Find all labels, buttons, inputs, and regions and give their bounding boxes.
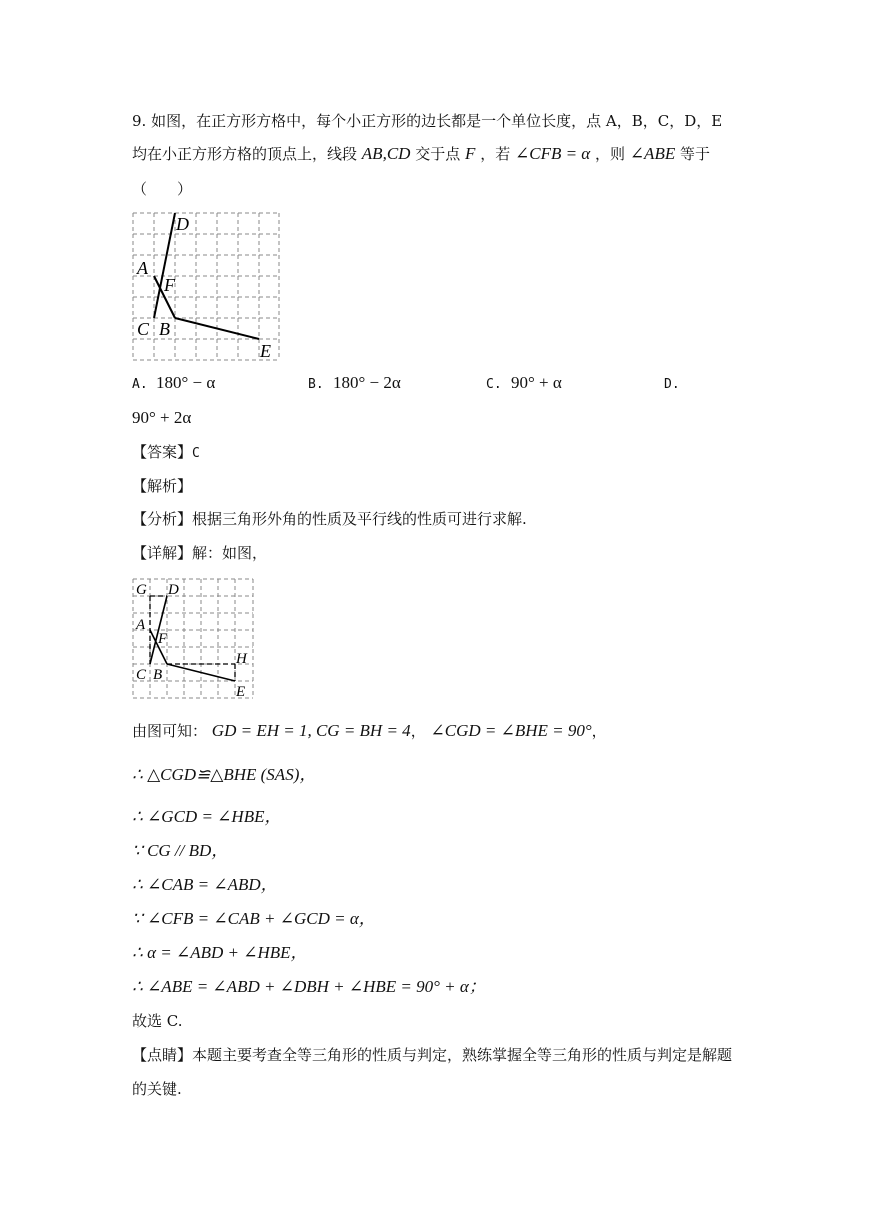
figure-2-grid [132,577,257,702]
step-1-math-2: ∠CGD = ∠BHE = 90° [430,721,592,740]
question-text-2c: ，若 [480,145,511,163]
step-1-sep: ， [410,722,426,740]
question-line-1 [132,110,722,132]
asked-angle: ∠ABE [629,144,676,163]
label-f-2: F [158,631,168,647]
option-d-key: D. [664,377,680,392]
option-b-value: 180° − 2α [333,373,401,392]
step-2: ∴ △CGD≌△BHE (SAS)， [132,765,317,784]
step-4: ∵ CG // BD， [132,841,229,860]
answer-tag: 【答案】 [132,443,193,461]
step-8: ∴ ∠ABE = ∠ABD + ∠DBH + ∠HBE = 90° + α； [132,977,486,996]
question-line-2 [132,143,710,165]
step-7: ∴ α = ∠ABD + ∠HBE， [132,943,308,962]
label-e: E [260,341,271,361]
option-a-value: 180° − α [156,373,216,392]
xiangjie-line [132,542,267,564]
label-d: D [176,214,189,234]
step-9: 故选 C. [132,1012,183,1030]
answer-value: C [192,446,200,461]
label-e-2: E [236,684,246,700]
analysis-tag: 【解析】 [132,477,193,495]
question-text-2b: 交于点 [415,145,461,163]
segments: AB,CD [361,144,411,163]
xiangjie-text: 解：如图， [192,544,268,562]
step-1-math: GD = EH = 1, CG = BH = 4 [211,721,411,740]
fenxi-tag: 【分析】 [132,510,193,528]
step-1-text: 由图可知： [132,722,208,740]
label-a-2: A [136,617,146,633]
question-text-2a: 均在小正方形方格的顶点上，线段 [132,145,358,163]
step-1-end: ， [591,722,607,740]
dianjing-text-1: 本题主要考查全等三角形的性质与判定，熟练掌握全等三角形的性质与判定是解题 [192,1046,733,1064]
answer-blank: （ ） [132,180,193,198]
label-b: B [159,319,170,339]
question-text-2d: ，则 [595,145,626,163]
option-d-value: 90° + 2α [132,408,192,427]
step-3: ∴ ∠GCD = ∠HBE， [132,807,282,826]
label-c: C [137,319,150,339]
label-h-2: H [236,651,247,667]
option-b-key: B. [308,377,324,392]
question-text-1: 如图，在正方形方格中，每个小正方形的边长都是一个单位长度，点 A，B，C，D，E [151,112,723,130]
step-1 [132,720,607,742]
dianjing-line-1 [132,1044,732,1066]
dianjing-tag: 【点睛】 [132,1046,193,1064]
option-a-key: A. [132,377,148,392]
point-f: F [465,144,476,163]
figure-1-grid [132,211,282,363]
label-g-2: G [136,582,147,598]
fenxi-text: 根据三角形外角的性质及平行线的性质可进行求解. [192,510,527,528]
label-a: A [137,258,148,278]
question-text-2e: 等于 [680,145,711,163]
label-f: F [164,275,175,295]
option-c-key: C. [486,377,502,392]
label-b-2: B [153,667,163,683]
condition: ∠CFB = α [514,144,591,163]
step-6: ∵ ∠CFB = ∠CAB + ∠GCD = α， [132,909,376,928]
label-d-2: D [168,582,179,598]
fenxi-line [132,508,527,530]
dianjing-line-2: 的关键. [132,1080,182,1098]
segment-cd [154,213,175,318]
option-c-value: 90° + α [511,373,562,392]
step-5: ∴ ∠CAB = ∠ABD， [132,875,278,894]
xiangjie-tag: 【详解】 [132,544,193,562]
answer-line [132,441,200,465]
label-c-2: C [136,667,147,683]
question-number: 9. [132,112,147,130]
